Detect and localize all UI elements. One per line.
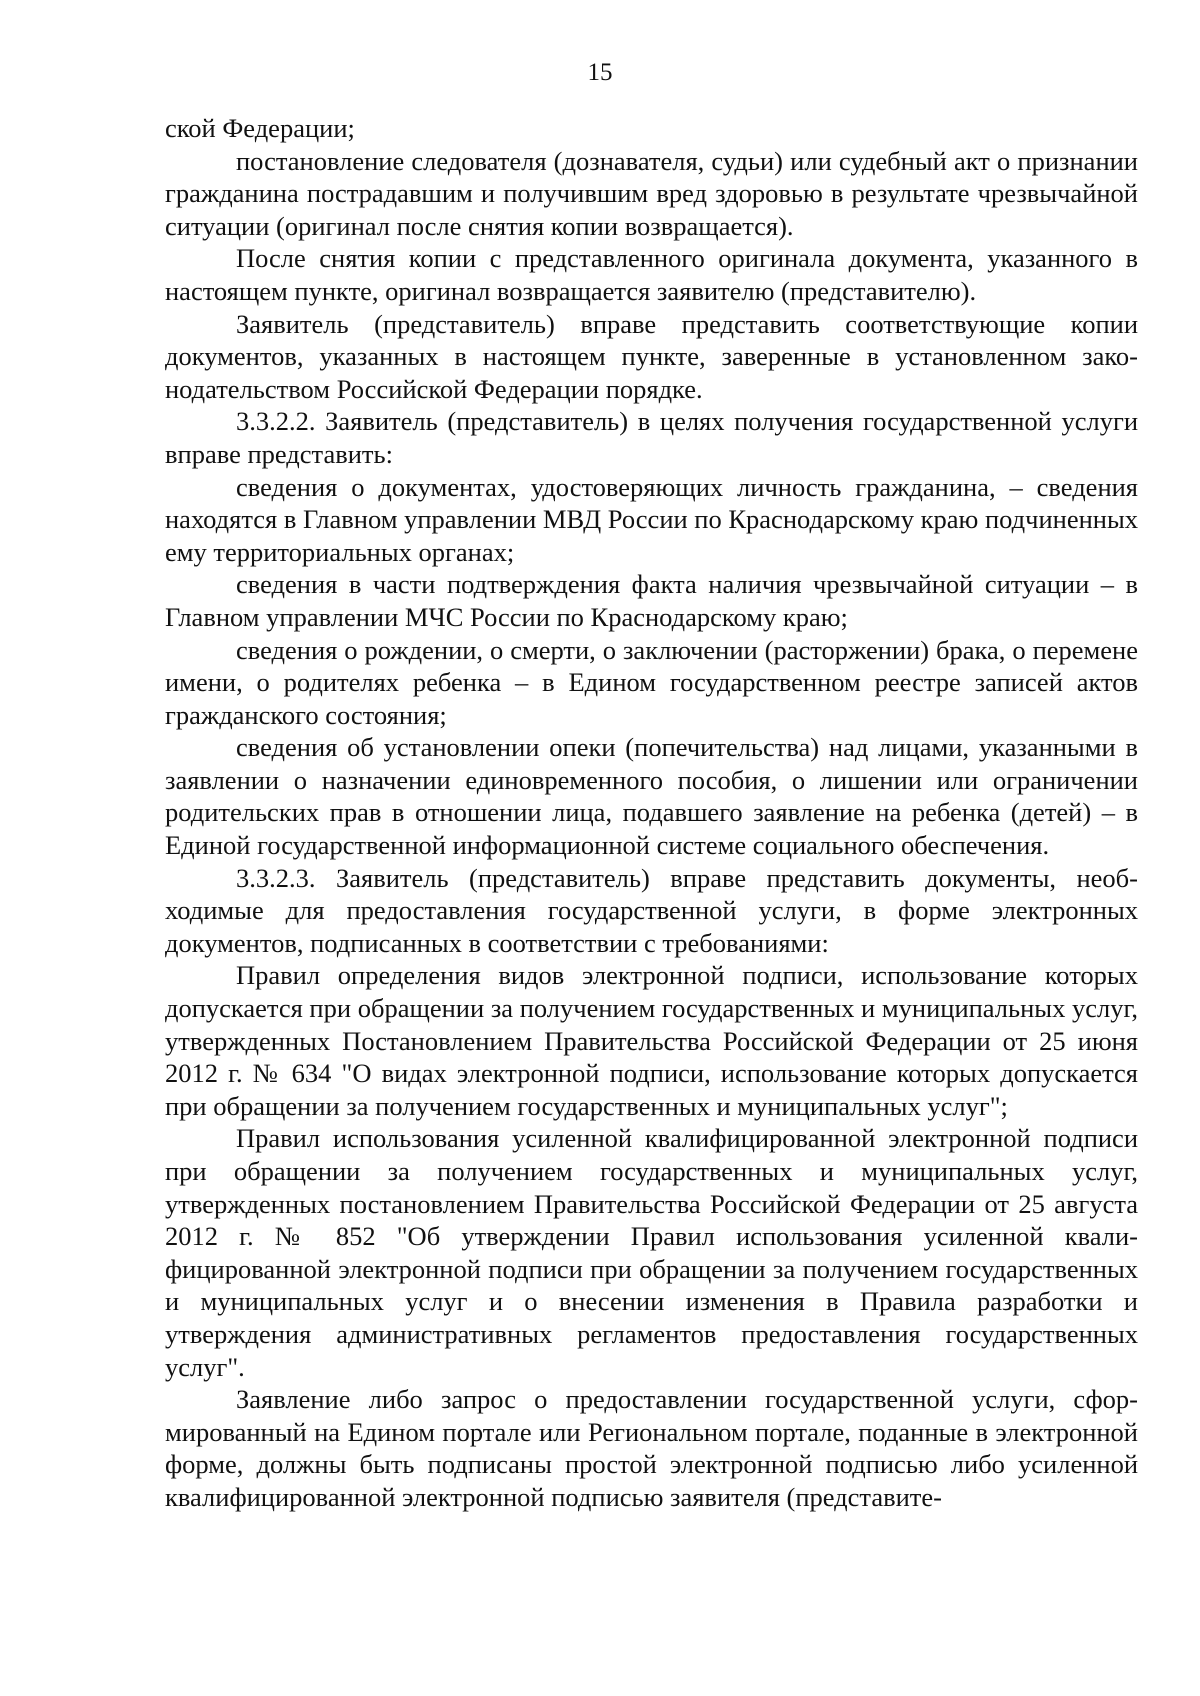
paragraph-section-3-3-2-3: 3.3.2.3. Заявитель (представитель) вправе представить документы, необходимые для предоставления государственной услуги, в форме электронных документов, подписанных в соответствии с требованиями: — [165, 862, 1138, 958]
page-number: 15 — [587, 59, 613, 86]
paragraph-copy-return: После снятия копии с представленного оригинала документа, указанного в настоящем пункте, оригинал возвращается заявителю (представителю). — [165, 243, 1138, 306]
paragraph-certified-copies: Заявитель (представитель) вправе представить соответствующие копии документов, указанных в настоящем пункте, заверенные в установленном законодательством Российской Федерации порядке. — [165, 308, 1138, 404]
paragraph-emergency-confirmation: сведения в части подтверждения факта наличия чрезвычайной ситуации – в Главном управлении МЧС России по Краснодарскому краю; — [165, 569, 1138, 632]
paragraph-electronic-application: Заявление либо запрос о предоставлении государственной услуги, сформированный на Едином портале или Региональном портале, поданные в электронной форме, должны быть подписаны простой электронной подписью либо усиленной квалифицированной электронной подписью заявителя (представите- — [165, 1384, 1138, 1512]
paragraph-civil-status: сведения о рождении, о смерти, о заключении (расторжении) брака, о перемене имени, о родителях ребенка – в Едином государственном реестре записей актов гражданского состояния; — [165, 634, 1138, 730]
paragraph-section-3-3-2-2: 3.3.2.2. Заявитель (представитель) в целях получения государственной услуги вправе представить: — [165, 406, 1138, 469]
paragraph-identity-documents: сведения о документах, удостоверяющих личность гражданина, – сведения находятся в Главном управлении МВД России по Краснодарскому краю подчиненных ему территориальных органах; — [165, 471, 1138, 567]
paragraph-signature-rules-852: Правил использования усиленной квалифицированной электронной подписи при обращении за получением государственных и муниципальных услуг, утвержденных постановлением Правительства Российской Федерации от 25 августа 2012 г. № 852 "Об утверждении Правил использования усиленной квалифицированной электронной подписи при обращении за получением государственных и муниципальных услуг и о внесении изменения в Правила разработки и утверждения административных регламентов предоставления государственных услуг". — [165, 1123, 1138, 1382]
paragraph-investigator-resolution: постановление следователя (дознавателя, судьи) или судебный акт о признании гражданина пострадавшим и получившим вред здоровью в результате чрезвычайной ситуации (оригинал после снятия копии возвращается). — [165, 145, 1138, 241]
document-body — [165, 112, 1138, 1514]
paragraph-guardianship: сведения об установлении опеки (попечительства) над лицами, указанными в заявлении о назначении единовременного пособия, о лишении или ограничении родительских прав в отношении лица, подавшего заявление на ребенка (детей) – в Единой государственной информационной системе социального обеспечения. — [165, 732, 1138, 861]
paragraph-continuation: ской Федерации; — [165, 113, 355, 143]
paragraph-signature-rules-634: Правил определения видов электронной подписи, использование которых допускается при обращении за получением государственных и муниципальных услуг, утвержденных Постановлением Правительства Российской Федерации от 25 июня 2012 г. № 634 "О видах электронной подписи, использование которых допускается при обращении за получением государственных и муниципальных услуг"; — [165, 960, 1138, 1121]
